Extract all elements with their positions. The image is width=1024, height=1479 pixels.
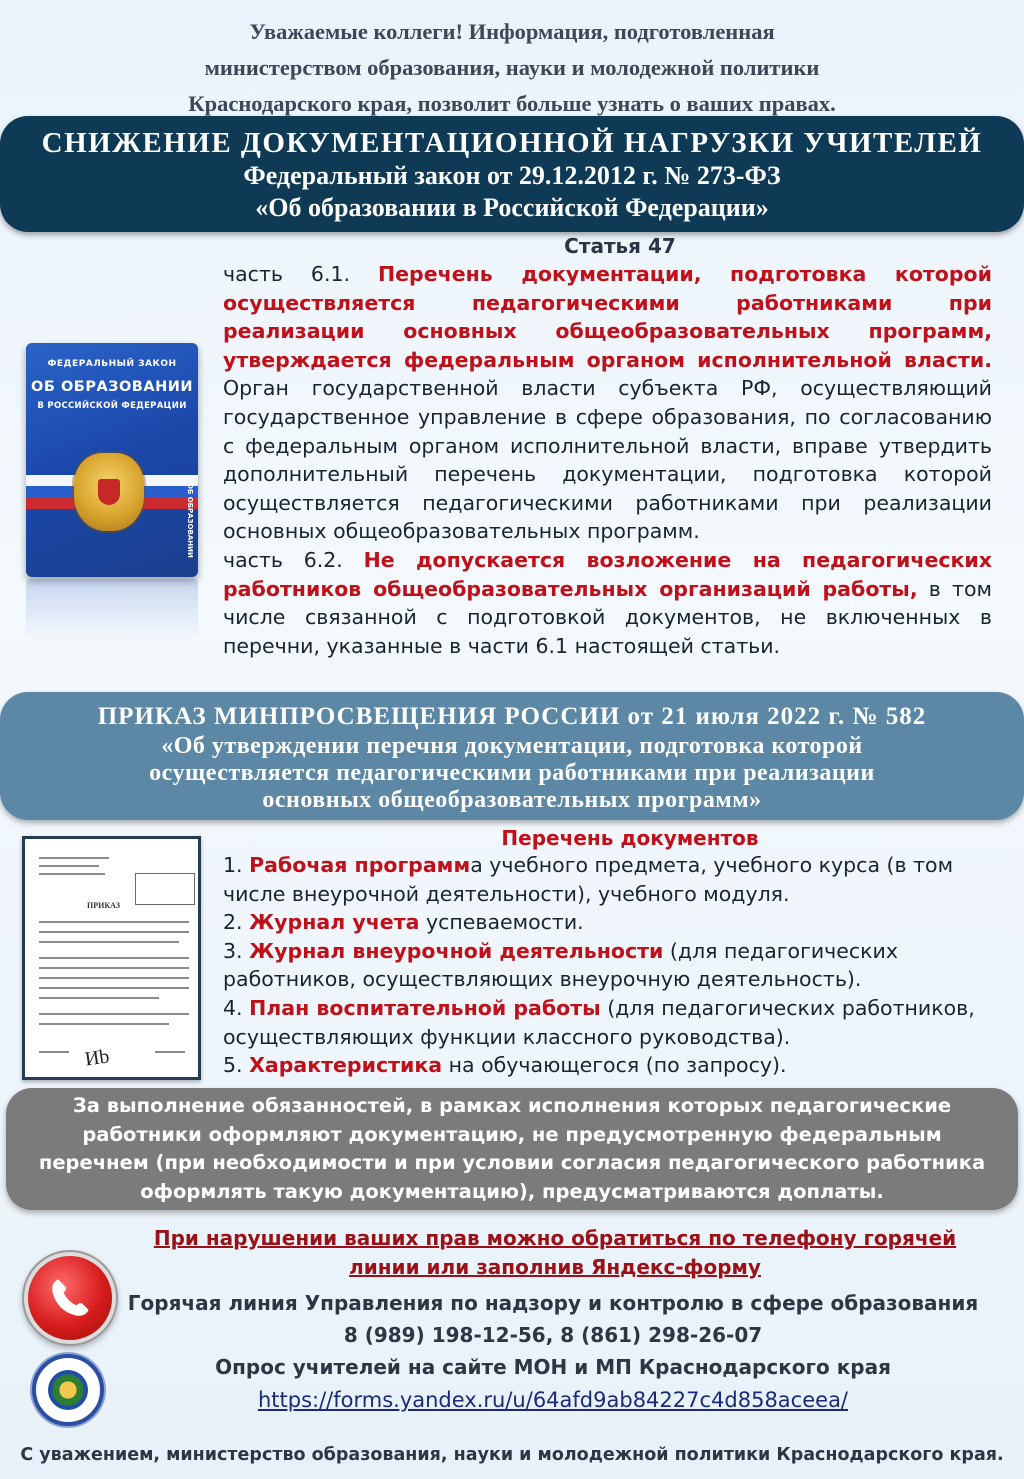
article-part-6-2: [223, 546, 992, 660]
doc-line: [39, 921, 189, 923]
body-text: успеваемости.: [419, 910, 584, 935]
law-book-image: [26, 343, 198, 577]
body-text: в том числе связанной с подготовкой документов, не включенных в перечни, указанные в части 6.1 настоящей статьи.: [223, 576, 992, 658]
coat-of-arms-icon: [74, 453, 144, 531]
doc-line: [39, 941, 179, 943]
note-line: перечнем (при необходимости и при условии согласия педагогического работника: [38, 1151, 986, 1174]
hotline-label: Горячая линия Управления по надзору и контролю в сфере образования: [127, 1291, 979, 1315]
body-text: а учебного предмета, учебного курса (в том числе внеурочной деятельности), учебного модуля.: [223, 853, 954, 906]
book-reflection: [26, 579, 198, 639]
phone-icon: [28, 1256, 112, 1340]
part-label: часть 6.1.: [223, 262, 378, 286]
body-text: (для педагогических работников, осуществляющих функции классного руководства).: [223, 995, 975, 1049]
doc-line: [39, 865, 99, 867]
law-banner-subtitle: Федеральный закон от 29.12.2012 г. № 273-ФЗ: [243, 161, 781, 190]
highlight-text: План воспитательной работы: [249, 995, 601, 1020]
hotline-title-line: линии или заполнив Яндекс-форму: [349, 1255, 761, 1279]
note-line: За выполнение обязанностей, в рамках исполнения которых педагогические: [72, 1094, 952, 1117]
documents-list: [223, 851, 1003, 1080]
list-number: 2.: [223, 910, 250, 935]
book-title: ОБ ОБРАЗОВАНИИ: [31, 379, 193, 395]
note-line: работники оформляют документацию, не предусмотренную федеральным: [82, 1122, 942, 1146]
doc-stamp: [135, 873, 195, 905]
body-text: (для педагогических работников, осуществляющих внеурочную деятельность).: [223, 938, 899, 992]
doc-line: [39, 1051, 69, 1053]
doc-line: [39, 977, 189, 979]
order-banner: [0, 692, 1024, 820]
emblem-center: [48, 1370, 88, 1410]
article-part-6-1: [223, 260, 992, 546]
intro-line: Уважаемые коллеги! Информация, подготовленная: [249, 19, 775, 44]
book-subtitle: В РОССИЙСКОЙ ФЕДЕРАЦИИ: [37, 401, 187, 411]
doc-line: [39, 957, 189, 959]
intro-line: Краснодарского края, позволит больше узнать о ваших правах.: [188, 91, 836, 116]
list-number: 1.: [223, 853, 250, 877]
law-banner-title: СНИЖЕНИЕ ДОКУМЕНТАЦИОННОЙ НАГРУЗКИ УЧИТЕЛЕЙ: [41, 127, 983, 159]
hotline-title: [140, 1224, 970, 1282]
phone-handset-icon: [44, 1272, 96, 1324]
note-line: оформлять такую документацию), предусматриваются доплаты.: [140, 1179, 884, 1203]
order-document-thumbnail: [22, 836, 201, 1080]
intro-text: [60, 14, 964, 122]
hotline-title-line: При нарушении ваших прав можно обратиться по телефону горячей: [153, 1226, 957, 1250]
highlight-text: Рабочая программ: [249, 853, 471, 877]
list-item: [223, 994, 1003, 1051]
ministry-emblem-icon: [32, 1354, 104, 1426]
law-banner: [0, 116, 1024, 232]
order-banner-line: основных общеобразовательных программ»: [262, 787, 762, 813]
doc-line: [39, 987, 189, 989]
book-spine-text: ОБ ОБРАЗОВАНИИ: [186, 483, 194, 558]
yandex-form-link[interactable]: https://forms.yandex.ru/u/64afd9ab84227c4d858aceea/: [257, 1388, 849, 1412]
list-item: [223, 1051, 1003, 1080]
order-banner-line: «Об утверждении перечня документации, подготовка которой: [161, 733, 863, 759]
highlight-text: Характеристика: [249, 1053, 443, 1078]
body-text: на обучающегося (по запросу).: [442, 1053, 787, 1078]
highlight-text: Перечень документации, подготовка которой осуществляется педагогическими работниками при реализации основных общеобразовательных программ, утверждается федеральным органом исполнительной власти.: [223, 262, 992, 372]
hotline-phones: 8 (989) 198-12-56, 8 (861) 298-26-07: [343, 1323, 763, 1347]
survey-label: Опрос учителей на сайте МОН и МП Краснодарского края: [215, 1355, 891, 1379]
doc-line: [39, 1013, 189, 1015]
doc-line: [155, 1051, 185, 1053]
payment-note: [6, 1088, 1018, 1210]
order-banner-line: осуществляется педагогическими работниками при реализации: [149, 760, 875, 786]
list-number: 5.: [223, 1053, 250, 1078]
footer-signature: С уважением, министерство образования, науки и молодежной политики Краснодарского края.: [20, 1445, 1004, 1465]
doc-line: [39, 931, 189, 933]
list-item: [223, 937, 1003, 994]
body-text: Орган государственной власти субъекта РФ, осуществляющий государственное управление в сфере образования, по согласованию с федеральным органом исполнительной власти, вправе утвердить дополнительный перечень документации, подготовка которой осуществляется педагогическими работниками при реализации основных общеобразовательных программ.: [223, 376, 992, 544]
list-item: [223, 851, 1003, 908]
doc-line: [39, 1023, 169, 1025]
doc-line: [39, 873, 105, 875]
book-label: ФЕДЕРАЛЬНЫЙ ЗАКОН: [47, 359, 177, 369]
doc-line: [39, 997, 159, 999]
highlight-text: Журнал учета: [249, 910, 420, 935]
highlight-text: Не допускается возложение на педагогических работников общеобразовательных организаций работы,: [223, 547, 993, 601]
shield-icon: [98, 479, 120, 505]
article-title: Статья 47: [564, 234, 676, 258]
order-banner-title: ПРИКАЗ МИНПРОСВЕЩЕНИЯ РОССИИ от 21 июля 2022 г. № 582: [97, 703, 927, 730]
article-body: [223, 260, 992, 660]
signature: Иb: [83, 1045, 111, 1071]
documents-list-title: Перечень документов: [501, 826, 759, 850]
law-banner-law-name: «Об образовании в Российской Федерации»: [255, 193, 769, 222]
intro-line: министерством образования, науки и молодежной политики: [204, 55, 820, 80]
list-number: 3.: [223, 938, 250, 963]
list-number: 4.: [223, 995, 250, 1020]
list-item: [223, 908, 1003, 937]
doc-line: [39, 967, 189, 969]
doc-title: ПРИКАЗ: [87, 901, 120, 910]
doc-line: [39, 857, 109, 859]
part-label: часть 6.2.: [223, 547, 364, 572]
highlight-text: Журнал внеурочной деятельности: [249, 938, 664, 963]
